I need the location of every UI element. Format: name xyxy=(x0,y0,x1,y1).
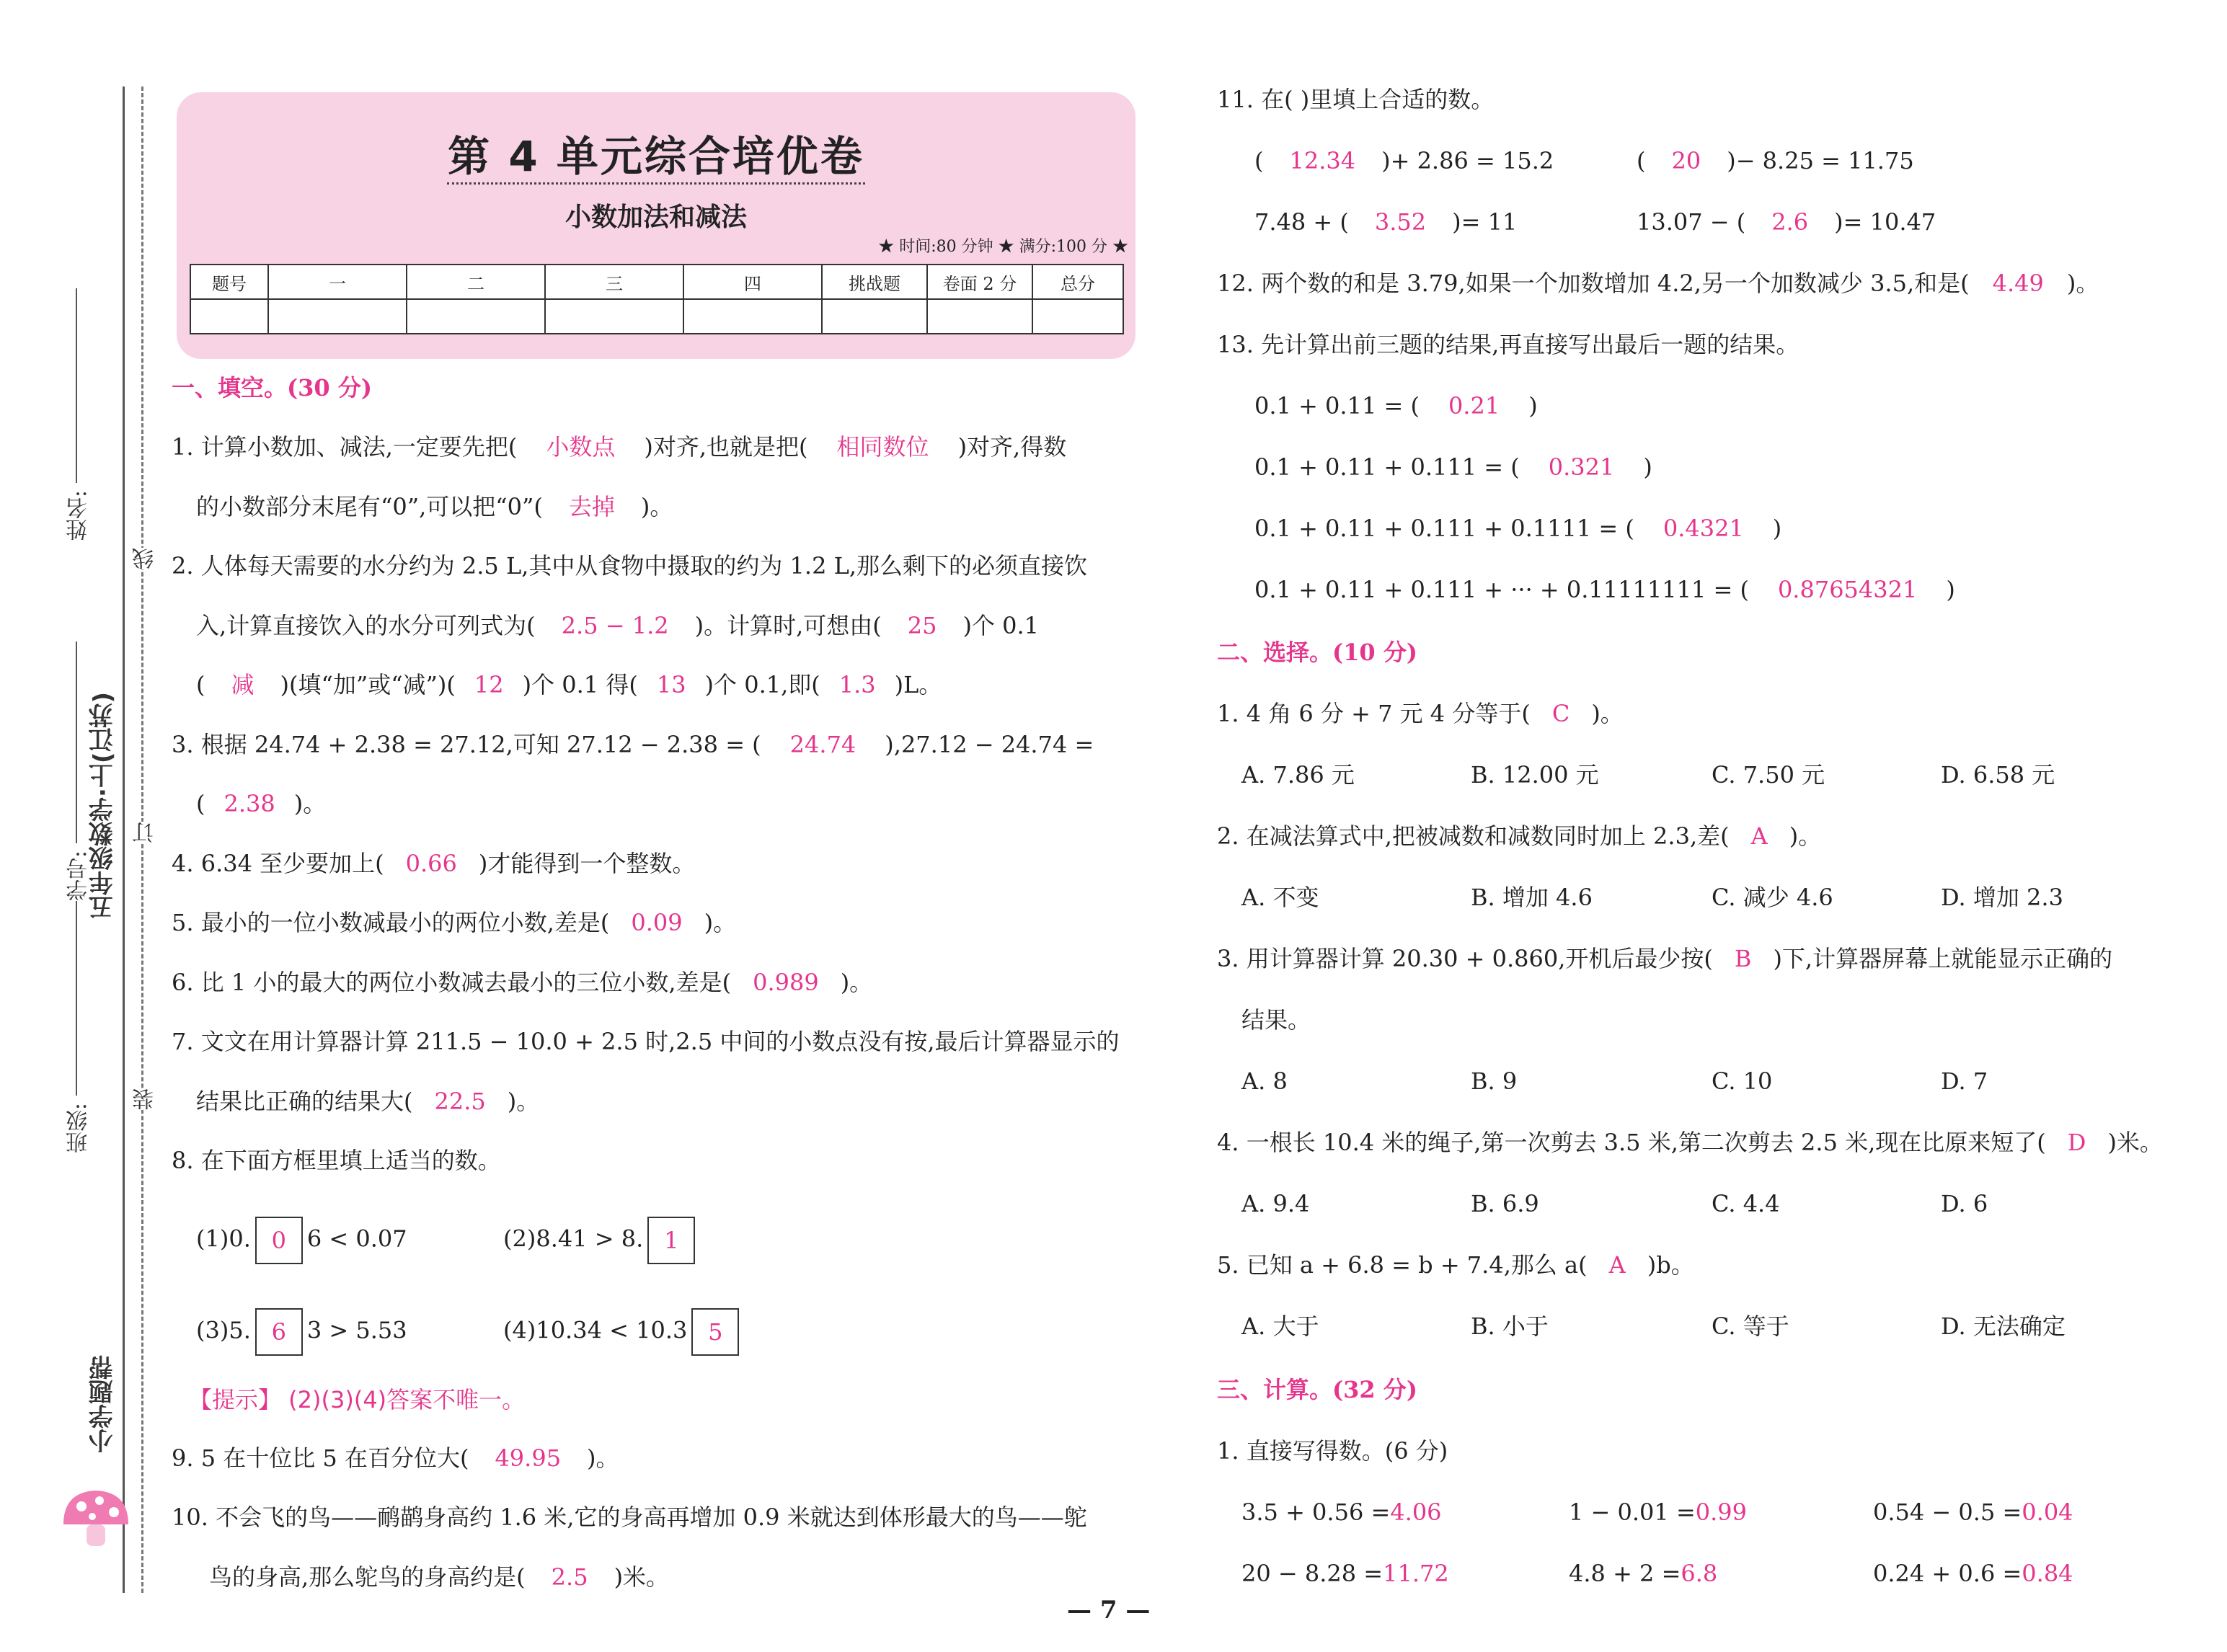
calc-answer-1: 4.06 xyxy=(1390,1498,1442,1526)
choice-2: 2. 在减法算式中,把被减数和减数同时加上 2.3,差( A )。 xyxy=(1217,822,1822,850)
id-label: 学号: xyxy=(66,851,92,902)
choice-5-opt-d: D. 无法确定 xyxy=(1941,1313,2066,1340)
choice-5-answer: A xyxy=(1608,1251,1626,1279)
choice-5-opt-c: C. 等于 xyxy=(1712,1313,1789,1340)
q4: 4. 6.34 至少要加上( 0.66 )才能得到一个整数。 xyxy=(172,850,696,877)
cut-char-1: 线 xyxy=(130,548,161,569)
cut-char-3: 装 xyxy=(130,1088,161,1110)
id-line xyxy=(76,641,77,843)
choice-4-opt-a: A. 9.4 xyxy=(1241,1190,1310,1217)
score-col: 总分 xyxy=(1032,265,1123,299)
q8-title: 8. 在下面方框里填上适当的数。 xyxy=(172,1147,501,1174)
q13-title: 13. 先计算出前三题的结果,再直接写出最后一题的结果。 xyxy=(1217,331,1799,358)
q7-line1: 7. 文文在用计算器计算 211.5 − 10.0 + 2.5 时,2.5 中间的小数点没有按,最后计算器显示的 xyxy=(172,1028,1120,1055)
exam-meta: ★ 时间:80 分钟 ★ 满分:100 分 ★ xyxy=(878,238,1128,256)
page-number: — 7 — xyxy=(1067,1596,1151,1625)
q8-box-2[interactable]: 1 xyxy=(647,1217,695,1264)
q2-line2: 入,计算直接饮入的水分可列式为( 2.5 − 1.2 )。计算时,可想由( 25 )个 0.1 xyxy=(196,612,1040,639)
choice-3-opt-c: C. 10 xyxy=(1712,1067,1773,1095)
q1-answer-1: 小数点 xyxy=(546,433,616,461)
choice-1-opt-a: A. 7.86 元 xyxy=(1241,761,1355,789)
mushroom-logo-icon xyxy=(56,1485,136,1550)
q2-answer-1: 2.5 − 1.2 xyxy=(561,612,669,639)
q10-answer: 2.5 xyxy=(551,1563,588,1591)
q11-eq3: 7.48 + ( 3.52 )= 11 xyxy=(1254,208,1518,236)
score-col: 挑战题 xyxy=(822,265,927,299)
exam-subtitle: 小数加法和减法 xyxy=(565,203,747,232)
choice-1-opt-b: B. 12.00 元 xyxy=(1471,761,1599,789)
choice-5-opt-a: A. 大于 xyxy=(1241,1313,1319,1340)
q2-answer-5: 13 xyxy=(656,671,686,698)
choice-5-opt-b: B. 小于 xyxy=(1471,1313,1549,1340)
title-divider xyxy=(447,182,865,185)
score-cell[interactable] xyxy=(190,299,268,334)
q8-box-4[interactable]: 5 xyxy=(691,1308,739,1356)
q13-answer-4: 0.87654321 xyxy=(1777,576,1918,603)
score-col: 二 xyxy=(407,265,545,299)
choice-3-opt-b: B. 9 xyxy=(1471,1067,1518,1095)
q13-line4: 0.1 + 0.11 + 0.111 + ··· + 0.11111111 = ( 0.87654321 ) xyxy=(1254,576,1955,603)
calc-title: 1. 直接写得数。(6 分) xyxy=(1217,1437,1448,1465)
q4-answer: 0.66 xyxy=(405,850,457,877)
q12: 12. 两个数的和是 3.79,如果一个加数增加 4.2,另一个加数减少 3.5,和是( 4.49 )。 xyxy=(1217,270,2099,297)
q3-line2: ( 2.38 )。 xyxy=(196,790,327,817)
q8-box-1[interactable]: 0 xyxy=(255,1217,303,1264)
binding-margin xyxy=(0,0,159,1652)
q5: 5. 最小的一位小数减最小的两位小数,差是( 0.09 )。 xyxy=(172,909,737,936)
score-cell[interactable] xyxy=(268,299,407,334)
q8-part1: (1)0. 0 6 < 0.07 xyxy=(196,1217,407,1264)
choice-1: 1. 4 角 6 分 + 7 元 4 分等于( C )。 xyxy=(1217,700,1624,727)
score-cell[interactable] xyxy=(822,299,927,334)
score-table xyxy=(190,264,1124,334)
q8-part4: (4)10.34 < 10.3 5 xyxy=(503,1308,743,1356)
choice-3-answer: B xyxy=(1734,945,1752,972)
q11-eq2: ( 20 )− 8.25 = 11.75 xyxy=(1637,147,1914,174)
q11-answer-2: 20 xyxy=(1671,147,1701,174)
calc-eq-4: 20 − 8.28 =11.72 xyxy=(1241,1560,1449,1587)
score-col: 题号 xyxy=(190,265,268,299)
q11-eq4: 13.07 − ( 2.6 )= 10.47 xyxy=(1637,208,1936,236)
score-col: 四 xyxy=(683,265,822,299)
q2-answer-3: 减 xyxy=(231,671,254,698)
q5-answer: 0.09 xyxy=(631,909,683,936)
exam-header xyxy=(177,92,1135,359)
q11-answer-3: 3.52 xyxy=(1374,208,1427,236)
q3-answer-1: 24.74 xyxy=(789,731,856,758)
q7-answer: 22.5 xyxy=(434,1088,486,1115)
choice-5: 5. 已知 a + 6.8 = b + 7.4,那么 a( A )b。 xyxy=(1217,1251,1694,1279)
score-col: 卷面 2 分 xyxy=(927,265,1032,299)
exam-title: 第 4 单元综合培优卷 xyxy=(448,132,864,181)
q12-answer: 4.49 xyxy=(1992,270,2044,297)
calc-answer-6: 0.84 xyxy=(2022,1560,2073,1587)
choice-4-answer: D xyxy=(2067,1129,2086,1156)
class-label: 班级: xyxy=(66,1103,92,1154)
q1-answer-3: 去掉 xyxy=(568,493,615,520)
q11-answer-1: 12.34 xyxy=(1289,147,1356,174)
choice-4: 4. 一根长 10.4 米的绳子,第一次剪去 3.5 米,第二次剪去 2.5 米,现在比原来短了( D )米。 xyxy=(1217,1129,2163,1156)
series-name: 小学题帮 xyxy=(89,1355,118,1453)
score-cell[interactable] xyxy=(545,299,683,334)
q13-line1: 0.1 + 0.11 = ( 0.21 ) xyxy=(1254,392,1538,419)
q13-line3: 0.1 + 0.11 + 0.111 + 0.1111 = ( 0.4321 ) xyxy=(1254,515,1782,542)
section-1-heading: 一、填空。(30 分) xyxy=(172,374,372,401)
q10-line2: 鸟的身高,那么鸵鸟的身高约是( 2.5 )米。 xyxy=(209,1563,670,1591)
q1-answer-2: 相同数位 xyxy=(836,433,929,461)
score-col: 三 xyxy=(545,265,683,299)
choice-2-opt-c: C. 减少 4.6 xyxy=(1712,884,1833,911)
class-line xyxy=(76,901,77,1096)
q7-line2: 结果比正确的结果大( 22.5 )。 xyxy=(196,1088,540,1115)
score-table-blank-row xyxy=(190,299,1123,334)
q2-answer-2: 25 xyxy=(907,612,937,639)
q6-answer: 0.989 xyxy=(753,969,819,996)
q6: 6. 比 1 小的最大的两位小数减去最小的三位小数,差是( 0.989 )。 xyxy=(172,969,873,996)
q1-line2: 的小数部分末尾有“0”,可以把“0”( 去掉 )。 xyxy=(196,493,673,520)
choice-4-opt-d: D. 6 xyxy=(1941,1190,1988,1217)
q13-answer-2: 0.321 xyxy=(1548,453,1615,481)
name-line xyxy=(76,288,77,483)
calc-answer-2: 0.99 xyxy=(1695,1498,1747,1526)
q13-answer-3: 0.4321 xyxy=(1662,515,1744,542)
score-cell[interactable] xyxy=(1032,299,1123,334)
q11-title: 11. 在( )里填上合适的数。 xyxy=(1217,86,1495,113)
q8-part2: (2)8.41 > 8. 1 xyxy=(503,1217,699,1264)
q13-line2: 0.1 + 0.11 + 0.111 = ( 0.321 ) xyxy=(1254,453,1652,481)
q2-line3: ( 减 )(填“加”或“减”)( 12 )个 0.1 得( 13 )个 0.1,即( 1.3 )L。 xyxy=(196,671,942,698)
choice-1-opt-d: D. 6.58 元 xyxy=(1941,761,2055,789)
q11-answer-4: 2.6 xyxy=(1771,208,1809,236)
q3-line1: 3. 根据 24.74 + 2.38 = 27.12,可知 27.12 − 2.38 = ( 24.74 ),27.12 − 24.74 = xyxy=(172,731,1094,758)
calc-eq-3: 0.54 − 0.5 =0.04 xyxy=(1873,1498,2073,1526)
choice-4-opt-c: C. 4.4 xyxy=(1712,1190,1780,1217)
q3-answer-2: 2.38 xyxy=(223,790,275,817)
score-cell[interactable] xyxy=(407,299,545,334)
choice-1-answer: C xyxy=(1551,700,1570,727)
calc-eq-1: 3.5 + 0.56 =4.06 xyxy=(1241,1498,1442,1526)
choice-2-opt-d: D. 增加 2.3 xyxy=(1941,884,2063,911)
calc-eq-5: 4.8 + 2 =6.8 xyxy=(1569,1560,1718,1587)
cut-char-2: 订 xyxy=(130,822,161,843)
margin-solid-line xyxy=(123,86,125,1593)
score-table-header-row xyxy=(190,265,1123,299)
choice-4-opt-b: B. 6.9 xyxy=(1471,1190,1539,1217)
section-3-heading: 三、计算。(32 分) xyxy=(1217,1376,1417,1403)
q8-part3: (3)5. 6 3 > 5.53 xyxy=(196,1308,407,1356)
choice-2-opt-a: A. 不变 xyxy=(1241,884,1319,911)
q8-hint: 【提示】 (2)(3)(4)答案不唯一。 xyxy=(189,1386,526,1413)
score-cell[interactable] xyxy=(683,299,822,334)
q10-line1: 10. 不会飞的鸟——鸸鹋身高约 1.6 米,它的身高再增加 0.9 米就达到体形最大的鸟——鸵 xyxy=(172,1504,1087,1531)
calc-eq-2: 1 − 0.01 =0.99 xyxy=(1569,1498,1747,1526)
choice-2-opt-b: B. 增加 4.6 xyxy=(1471,884,1593,911)
calc-answer-5: 6.8 xyxy=(1681,1560,1718,1587)
section-2-heading: 二、选择。(10 分) xyxy=(1217,639,1417,666)
q9-answer: 49.95 xyxy=(495,1444,562,1472)
book-title: 五年级数学·上(江苏) xyxy=(89,692,118,920)
calc-answer-4: 11.72 xyxy=(1383,1560,1449,1587)
choice-3-opt-d: D. 7 xyxy=(1941,1067,1988,1095)
q8-box-3[interactable]: 6 xyxy=(255,1308,303,1356)
calc-eq-6: 0.24 + 0.6 =0.84 xyxy=(1873,1560,2073,1587)
choice-3-line1: 3. 用计算器计算 20.30 + 0.860,开机后最少按( B )下,计算器屏幕上就能显示正确的 xyxy=(1217,945,2113,972)
q2-answer-6: 1.3 xyxy=(838,671,876,698)
score-col: 一 xyxy=(268,265,407,299)
calc-answer-3: 0.04 xyxy=(2022,1498,2073,1526)
choice-2-answer: A xyxy=(1750,822,1768,850)
score-cell[interactable] xyxy=(927,299,1032,334)
q13-answer-1: 0.21 xyxy=(1448,392,1500,419)
q2-answer-4: 12 xyxy=(474,671,504,698)
choice-1-opt-c: C. 7.50 元 xyxy=(1712,761,1825,789)
q11-eq1: ( 12.34 )+ 2.86 = 15.2 xyxy=(1254,147,1554,174)
q1-line1: 1. 计算小数加、减法,一定要先把( 小数点 )对齐,也就是把( 相同数位 )对齐,得数 xyxy=(172,433,1067,461)
choice-3-line2: 结果。 xyxy=(1241,1006,1311,1034)
choice-3-opt-a: A. 8 xyxy=(1241,1067,1288,1095)
q2-line1: 2. 人体每天需要的水分约为 2.5 L,其中从食物中摄取的约为 1.2 L,那么剩下的必须直接饮 xyxy=(172,552,1088,579)
name-label: 姓名: xyxy=(66,490,92,541)
q9: 9. 5 在十位比 5 在百分位大( 49.95 )。 xyxy=(172,1444,619,1472)
